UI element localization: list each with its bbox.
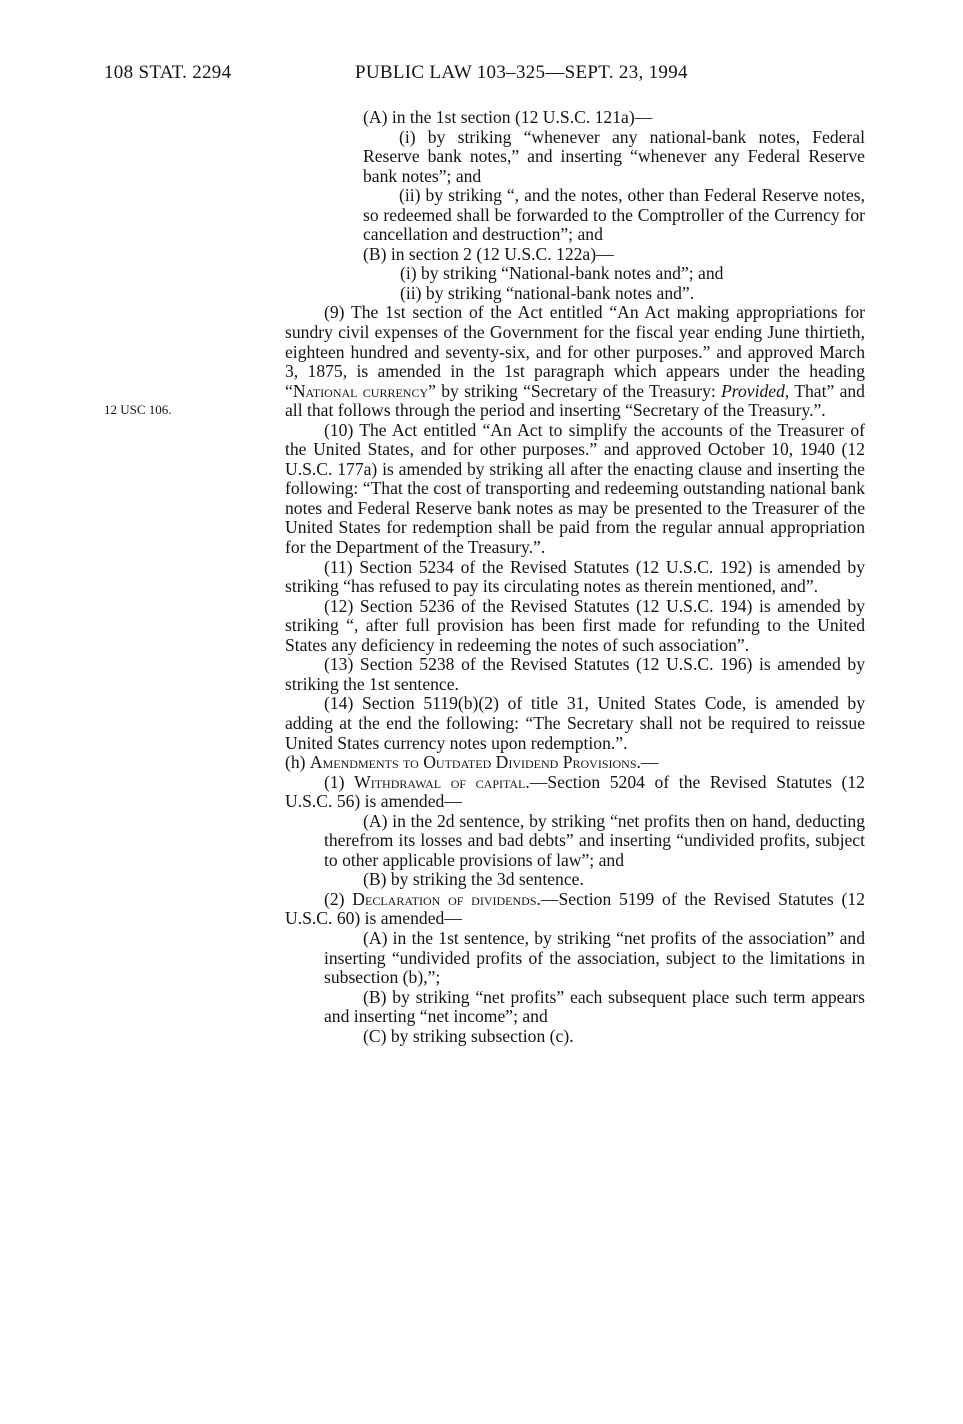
- clause-h1-a: (A) in the 2d sentence, by striking “net profits then on hand, deducting therefrom its losses and bad debts” and inserting “undivided profits, subject to other applicable provisions of law”; and: [324, 810, 865, 870]
- paragraph-9-text-1: (9) The 1st section of the Act entitled “An Act making appropriations for sundry civil expenses of the Government for the fiscal year ending June thirtieth, eighteen hundred and seventy-six, and for other purposes.” and approved March 3, 1875, is amended in the 1st paragraph which appears under the heading “: [285, 302, 865, 401]
- subsection-h-title: Amendments to Outdated Dividend Provisions.: [309, 752, 641, 773]
- margin-note-usc-106: 12 USC 106.: [104, 402, 172, 417]
- paragraph-11: (11) Section 5234 of the Revised Statutes (12 U.S.C. 192) is amended by striking “has refused to pay its circulating notes as therein mentioned, and”.: [285, 556, 865, 597]
- clause-h2-b: (B) by striking “net profits” each subsequent place such term appears and inserting “net income”; and: [324, 986, 865, 1027]
- paragraph-9-provided: Provided: [721, 380, 785, 401]
- paragraph-h2-heading: Declaration of dividends.: [352, 888, 541, 909]
- clause-b-i: (i) by striking “National-bank notes and”; and: [400, 263, 724, 284]
- clause-h1-b: (B) by striking the 3d sentence.: [363, 869, 584, 890]
- paragraph-12: (12) Section 5236 of the Revised Statutes (12 U.S.C. 194) is amended by striking “, after full provision has been first made for refunding to the United States any deficiency in redeeming the notes of such association”.: [285, 595, 865, 655]
- statute-body: [285, 108, 865, 1046]
- clause-a-i: (i) by striking “whenever any national-bank notes, Federal Reserve bank notes,” and inserting “whenever any Federal Reserve bank notes”; and: [363, 126, 865, 186]
- paragraph-14: (14) Section 5119(b)(2) of title 31, United States Code, is amended by adding at the end the following: “The Secretary shall not be required to reissue United States currency notes upon redemption.”.: [285, 693, 865, 753]
- subsection-h-dash: —: [640, 752, 659, 773]
- paragraph-h2-label: (2): [324, 888, 353, 909]
- clause-h2-a: (A) in the 1st sentence, by striking “net profits of the association” and inserting “undivided profits of the association, subject to the limitations in subsection (b),”;: [324, 927, 865, 988]
- paragraph-9-text-2: ” by striking “Secretary of the Treasury:: [428, 380, 722, 401]
- clause-a-first-section: (A) in the 1st section (12 U.S.C. 121a)—: [363, 107, 653, 127]
- paragraph-h2: [285, 890, 865, 929]
- paragraph-h1: [285, 773, 865, 812]
- running-header-stat: 108 STAT. 2294: [104, 62, 232, 83]
- paragraph-h1-text: —Section 5204 of the Revised Statutes (12 U.S.C. 56) is amended—: [285, 771, 865, 812]
- clause-a-ii: (ii) by striking “, and the notes, other than Federal Reserve notes, so redeemed shall be forwarded to the Comptroller of the Currency for cancellation and destruction”; and: [363, 185, 865, 245]
- subsection-h-heading: [285, 753, 865, 773]
- clause-h2-c: (C) by striking subsection (c).: [363, 1025, 574, 1046]
- paragraph-10: (10) The Act entitled “An Act to simplify the accounts of the Treasurer of the United States, and for other purposes.” and approved October 10, 1940 (12 U.S.C. 177a) is amended by striking all after the enacting clause and inserting the following: “That the cost of transporting and redeeming outstanding national bank notes and Federal Reserve bank notes as may be presented to the Treasurer of the United States for redemption shall be paid from the regular annual appropriation for the Department of the Treasury.”.: [285, 419, 865, 558]
- paragraph-9-text-3: , That” and all that follows through the period and inserting “Secretary of the Treasury.”.: [285, 380, 865, 421]
- paragraph-9-heading-national-currency: National currency: [292, 380, 429, 401]
- paragraph-9: [285, 303, 865, 420]
- paragraph-13: (13) Section 5238 of the Revised Statutes (12 U.S.C. 196) is amended by striking the 1st sentence.: [285, 654, 865, 694]
- paragraph-h1-label: (1): [324, 771, 355, 792]
- running-header-public-law: PUBLIC LAW 103–325—SEPT. 23, 1994: [355, 62, 688, 83]
- paragraph-h2-text: —Section 5199 of the Revised Statutes (12 U.S.C. 60) is amended—: [285, 888, 865, 929]
- clause-b-section2: (B) in section 2 (12 U.S.C. 122a)—: [363, 243, 614, 264]
- paragraph-h1-heading: Withdrawal of capital.: [354, 771, 530, 792]
- subsection-h-label: (h): [285, 752, 310, 773]
- clause-b-ii: (ii) by striking “national-bank notes and”.: [400, 282, 695, 303]
